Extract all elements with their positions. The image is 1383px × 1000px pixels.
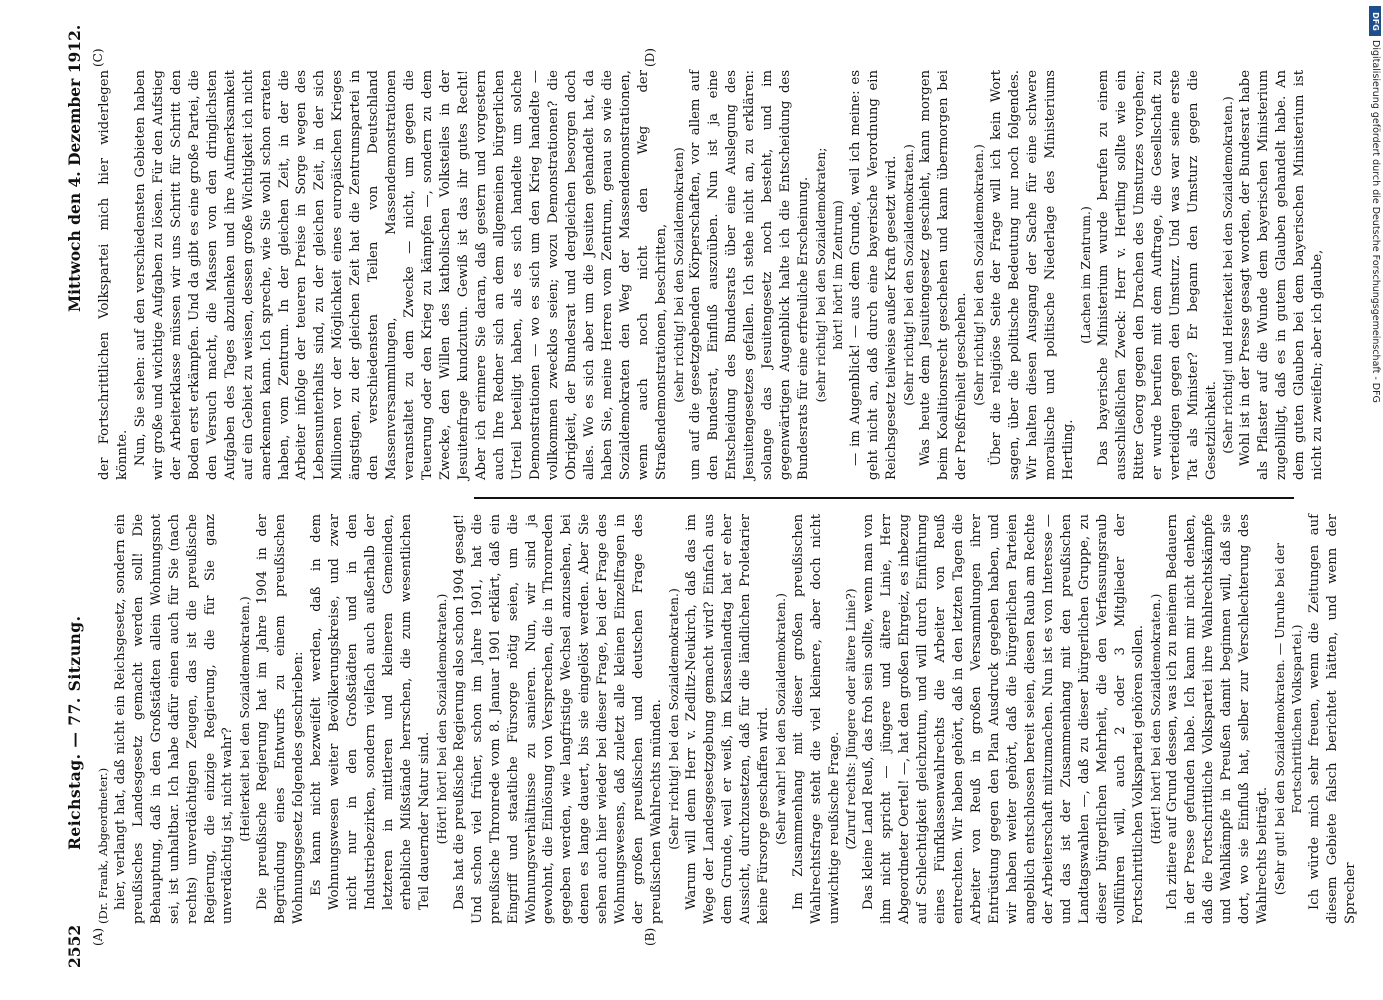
interjection: (Zuruf rechts: Jüngere oder ältere Linie?) <box>843 588 859 850</box>
interjection: (Hört! hört! bei den Sozialdemokraten.) <box>1147 593 1163 845</box>
paragraph: Was heute dem Jesuitengesetz geschieht, kann morgen beim Koalitionsrecht geschehen und kann übermorgen bei der Preßfreiheit geschehen. <box>918 70 970 480</box>
paragraph: Die preußische Regierung hat im Jahre 1904 in der Begründung eines Entwurfs zu einem preußischen Wohnungsgesetz folgendes geschrieben: <box>255 514 307 924</box>
paragraph: der Fortschrittlichen Volkspartei mich hier widerlegen könnte. <box>97 70 130 480</box>
interjection: (Heiterkeit bei den Sozialdemokraten.) <box>237 596 253 842</box>
running-title: Reichstag. — 77. Sitzung. <box>65 615 84 850</box>
rotated-page <box>60 24 1358 972</box>
paragraph: Das hat die preußische Regierung also schon 1904 gesagt! Und schon viel früher, schon im Jahre 1901, hat die preußische Thronrede vom 8. Januar 1901 erklärt, daß ein Eingriff und staatliche Fürsorge nötig seien, um die Wohnungsverhältnisse zu sanieren. Nun, wir sind ja gewohnt, die Einlösung von Versprechen, die in Thronreden gegeben werden, wie langfristige Wechsel anzusehen, bei denen es lange dauert, bis sie eingelöst werden. Aber Sie sehen auch hier wieder bei dieser Frage, bei der Frage des Wohnungswesens, daß zuletzt alle kleinen Einzelfragen in der großen preußischen und deutschen Frage des preußischen Wahlrechts münden. <box>451 514 665 924</box>
left-column <box>96 514 1358 924</box>
dfg-credit <box>1368 40 1382 640</box>
page-number: 2552 <box>65 924 84 968</box>
paragraph: Warum will denn Herr v. Zedlitz-Neukirch, daß das im Wege der Landesgesetzgebung gemacht wird? Einfach aus dem Grunde, weil er weiß, im Klassenlandtag hat er eher Aussicht, durchzusetzen, daß für die ländlichen Proletarier keine Fürsorge geschaffen wird. <box>683 514 771 924</box>
interjection: (sehr richtig! bei den Sozialdemokraten) <box>670 147 686 403</box>
paragraph: Das kleine Land Reuß, das froh sein sollte, wenn man von ihm nicht spricht — jüngere und ältere Linie, Herr Abgeordneter Oertel! —, hat den großen Ehrgeiz, es inbezug auf Schlechtigkeit gleichzutun, und will durch Einführung eines Fünfklassenwahlrechts die Arbeiter von Reuß entrechten. Wir haben gehört, daß in den letzten Tagen die Arbeiter von Reuß in großen Versammlungen ihrer Entrüstung gegen den Plan Ausdruck gegeben haben, und wir haben weiter gehört, daß die bürgerlichen Parteien angeblich entschlossen bereit seien, diesen Raub am Rechte der Arbeiterschaft mitzumachen. Nun ist es von Interesse — und das ist der Zusammenhang mit den preußischen Landtagswahlen —, daß zu dieser bürgerlichen Gruppe, zu dieser bürgerlichen Mehrheit, die den Verfassungsraub vollführen will, auch 2 oder 3 Mitglieder der Fortschrittlichen Volkspartei gehören sollen. <box>861 514 1146 924</box>
paragraph: Über die religiöse Seite der Frage will ich kein Wort sagen, über die politische Bedeutung nur noch folgendes. Wir halten diesen Ausgang der Sache für eine schwere moralische und politische Niederlage des Ministeriums Hertling. <box>989 70 1076 480</box>
right-column <box>96 70 1326 480</box>
interjection: (Hört! hört! bei den Sozialdemokraten.) <box>433 593 449 845</box>
interjection: (Sehr gut! bei den Sozialdemokraten. — Unruhe bei der Fortschrittlichen Volkspartei.) <box>1272 542 1305 896</box>
session-date: Mittwoch den 4. Dezember 1912. <box>65 24 84 312</box>
speaker-note: (Dr. Frank, Abgeordneter.) <box>96 767 110 924</box>
paragraph: um auf die gesetzgebenden Körperschaften, vor allem auf den Bundesrat, Einfluß auszuüben. Nun ist ja eine Entscheidung des Bundesrats über eine Auslegung des Jesuitengesetzes gefallen. Ich stehe nicht an, zu erklären: solange das Jesuitengesetz noch besteht, und im gegenwärtigen Augenblick halte ich die Entscheidung des Bundesrats für eine erfreuliche Erscheinung. <box>688 70 812 480</box>
margin-marker-b: (B) <box>643 927 657 946</box>
interjection: (Sehr richtig! und Heiterkeit bei den Sozialdemokraten.) <box>1220 96 1236 454</box>
margin-marker-c: (C) <box>91 48 105 67</box>
interjection: (Sehr richtig! bei den Sozialdemokraten.) <box>666 588 682 850</box>
paragraph: — im Augenblick! — aus dem Grunde, weil ich meine: es geht nicht an, daß durch eine bayerische Verordnung ein Reichsgesetz teilweise außer Kraft gesetzt wird. <box>847 70 899 480</box>
paragraph: Im Zusammenhang mit dieser großen preußischen Wahlrechtsfrage steht die viel kleinere, aber doch nicht unwichtige reußische Frage. <box>790 514 842 924</box>
margin-marker-a: (A) <box>91 927 105 946</box>
interjection: (sehr richtig! bei den Sozialdemokraten; <box>813 147 829 403</box>
interjection: (Lachen im Zentrum.) <box>1077 206 1093 344</box>
interjection: hört! hört! im Zentrum) <box>829 200 845 350</box>
quotation: Es kann nicht bezweifelt werden, daß in dem Wohnungswesen weiter Bevölkerungskreise, und zwar nicht nur in den Großstädten und in den Industriebezirken, sondern vielfach auch außerhalb der letzteren in mittleren und kleineren Gemeinden, erhebliche Mißstände herrschen, die zum wesentlichen Teil dauernder Natur sind. <box>309 514 432 910</box>
paragraph: Nun, Sie sehen: auf den verschiedensten Gebieten haben wir große und wichtige Aufgaben zu lösen. Für den Aufstieg der Arbeiterklasse müssen wir uns Schritt für Schritt den Boden erst erkämpfen. Und da gibt es eine große Partei, die den Versuch macht, die Massen von den dringlichsten Aufgaben des Tages abzulenken und ihre Aufmerksamkeit auf ein Gebiet zu weisen, dessen große Wichtigkeit ich nicht anerkennen kann. Ich spreche, wie Sie wohl schon erraten haben, vom Zentrum. In der gleichen Zeit, in der die Arbeiter infolge der teueren Preise in Sorge wegen des Lebensunterhalts sind, zu der gleichen Zeit, in der sich Millionen vor der Möglichkeit eines europäischen Krieges ängstigen, zu der gleichen Zeit hat die Zentrumspartei in den verschiedensten Teilen von Deutschland Massenversammlungen, Massendemonstrationen veranstaltet zu dem Zwecke — nicht, um gegen die Teuerung oder den Krieg zu kämpfen —, sondern zu dem Zwecke, den Willen des katholischen Volksteiles in der Jesuitenfrage kundzutun. Gewiß ist das ihr gutes Recht! Aber ich erinnere Sie daran, daß gestern und vorgestern auch Ihre Redner sich an dem allgemeinen bürgerlichen Urteil beteiligt haben, als es sich handelte um solche Demonstrationen — wo es sich um den Krieg handelte — vollkommen zwecklos seien; wozu Demonstrationen? die Obrigkeit, der Bundesrat und dergleichen besorgen doch alles. Wo es sich aber um die Jesuiten gehandelt hat, da haben Sie, meine Herren vom Zentrum, genau so wie die Sozialdemokraten den Weg der Massendemonstrationen, wenn auch noch nicht den Weg der Straßendemonstrationen, beschritten, <box>132 70 669 480</box>
interjection: (Sehr wahr! bei den Sozialdemokraten.) <box>772 593 788 845</box>
paragraph: Ich würde mich sehr freuen, wenn die Zeitungen auf diesem Gebiete falsch berichtet hätten, und wenn der Sprecher <box>1306 514 1358 924</box>
dfg-logo-text: DFG <box>1370 11 1380 31</box>
paragraph: Ich zitiere auf Grund dessen, was ich zu meinem Bedauern in der Presse gefunden habe. Ich kann mir nicht denken, daß die Fortschrittliche Volkspartei ihre Wahlrechtskämpfe und Wahlkämpfe in Preußen damit beginnen will, daß sie dort, wo sie Einfluß hat, selber zur Verschlechterung des Wahlrechts beiträgt. <box>1165 514 1271 924</box>
dfg-credit-text: Digitalisierung gefördert durch die Deutsche Forschungsgemeinschaft - DFG <box>1370 40 1381 403</box>
paragraph: Das bayerische Ministerium wurde berufen zu einem ausschließlichen Zweck: Herr v. Hertling sollte wie ein Ritter Georg gegen den Drachen des Umsturzes vorgehen; er wurde berufen mit dem Auftrage, die Gesellschaft zu verteidigen gegen den Umsturz. Und was war seine erste Tat als Minister? Er begann den Umsturz gegen die Gesetzlichkeit. <box>1095 70 1219 480</box>
interjection: (Sehr richtig! bei den Sozialdemokraten.) <box>971 144 987 406</box>
dfg-logo <box>1369 6 1381 36</box>
interjection: (Sehr richtig! bei den Sozialdemokraten.) <box>900 144 916 406</box>
column-rule <box>474 497 1294 499</box>
paragraph: Wohl ist in der Presse gesagt worden, der Bundesrat habe als Pflaster auf die Wunde dem bayerischen Ministerium zugebilligt, daß es in gutem Glauben gehandelt habe. An dem guten Glauben bei dem bayerischen Ministerium ist nicht zu zweifeln; aber ich glaube, <box>1238 70 1326 480</box>
margin-marker-d: (D) <box>643 48 657 67</box>
paragraph: hier, verlangt hat, daß nicht ein Reichsgesetz, sondern ein preußisches Landesgesetz gemacht werden soll! Die Behauptung, daß in den Großstädten allein Wohnungsnot sei, ist unhaltbar. Ich habe dafür einen auch für Sie (nach rechts) unverdächtigen Zeugen, das ist die preußische Regierung, die einzige Regierung, die für Sie ganz unverdächtig ist, nicht wahr? <box>112 514 236 924</box>
page-header <box>60 24 90 972</box>
